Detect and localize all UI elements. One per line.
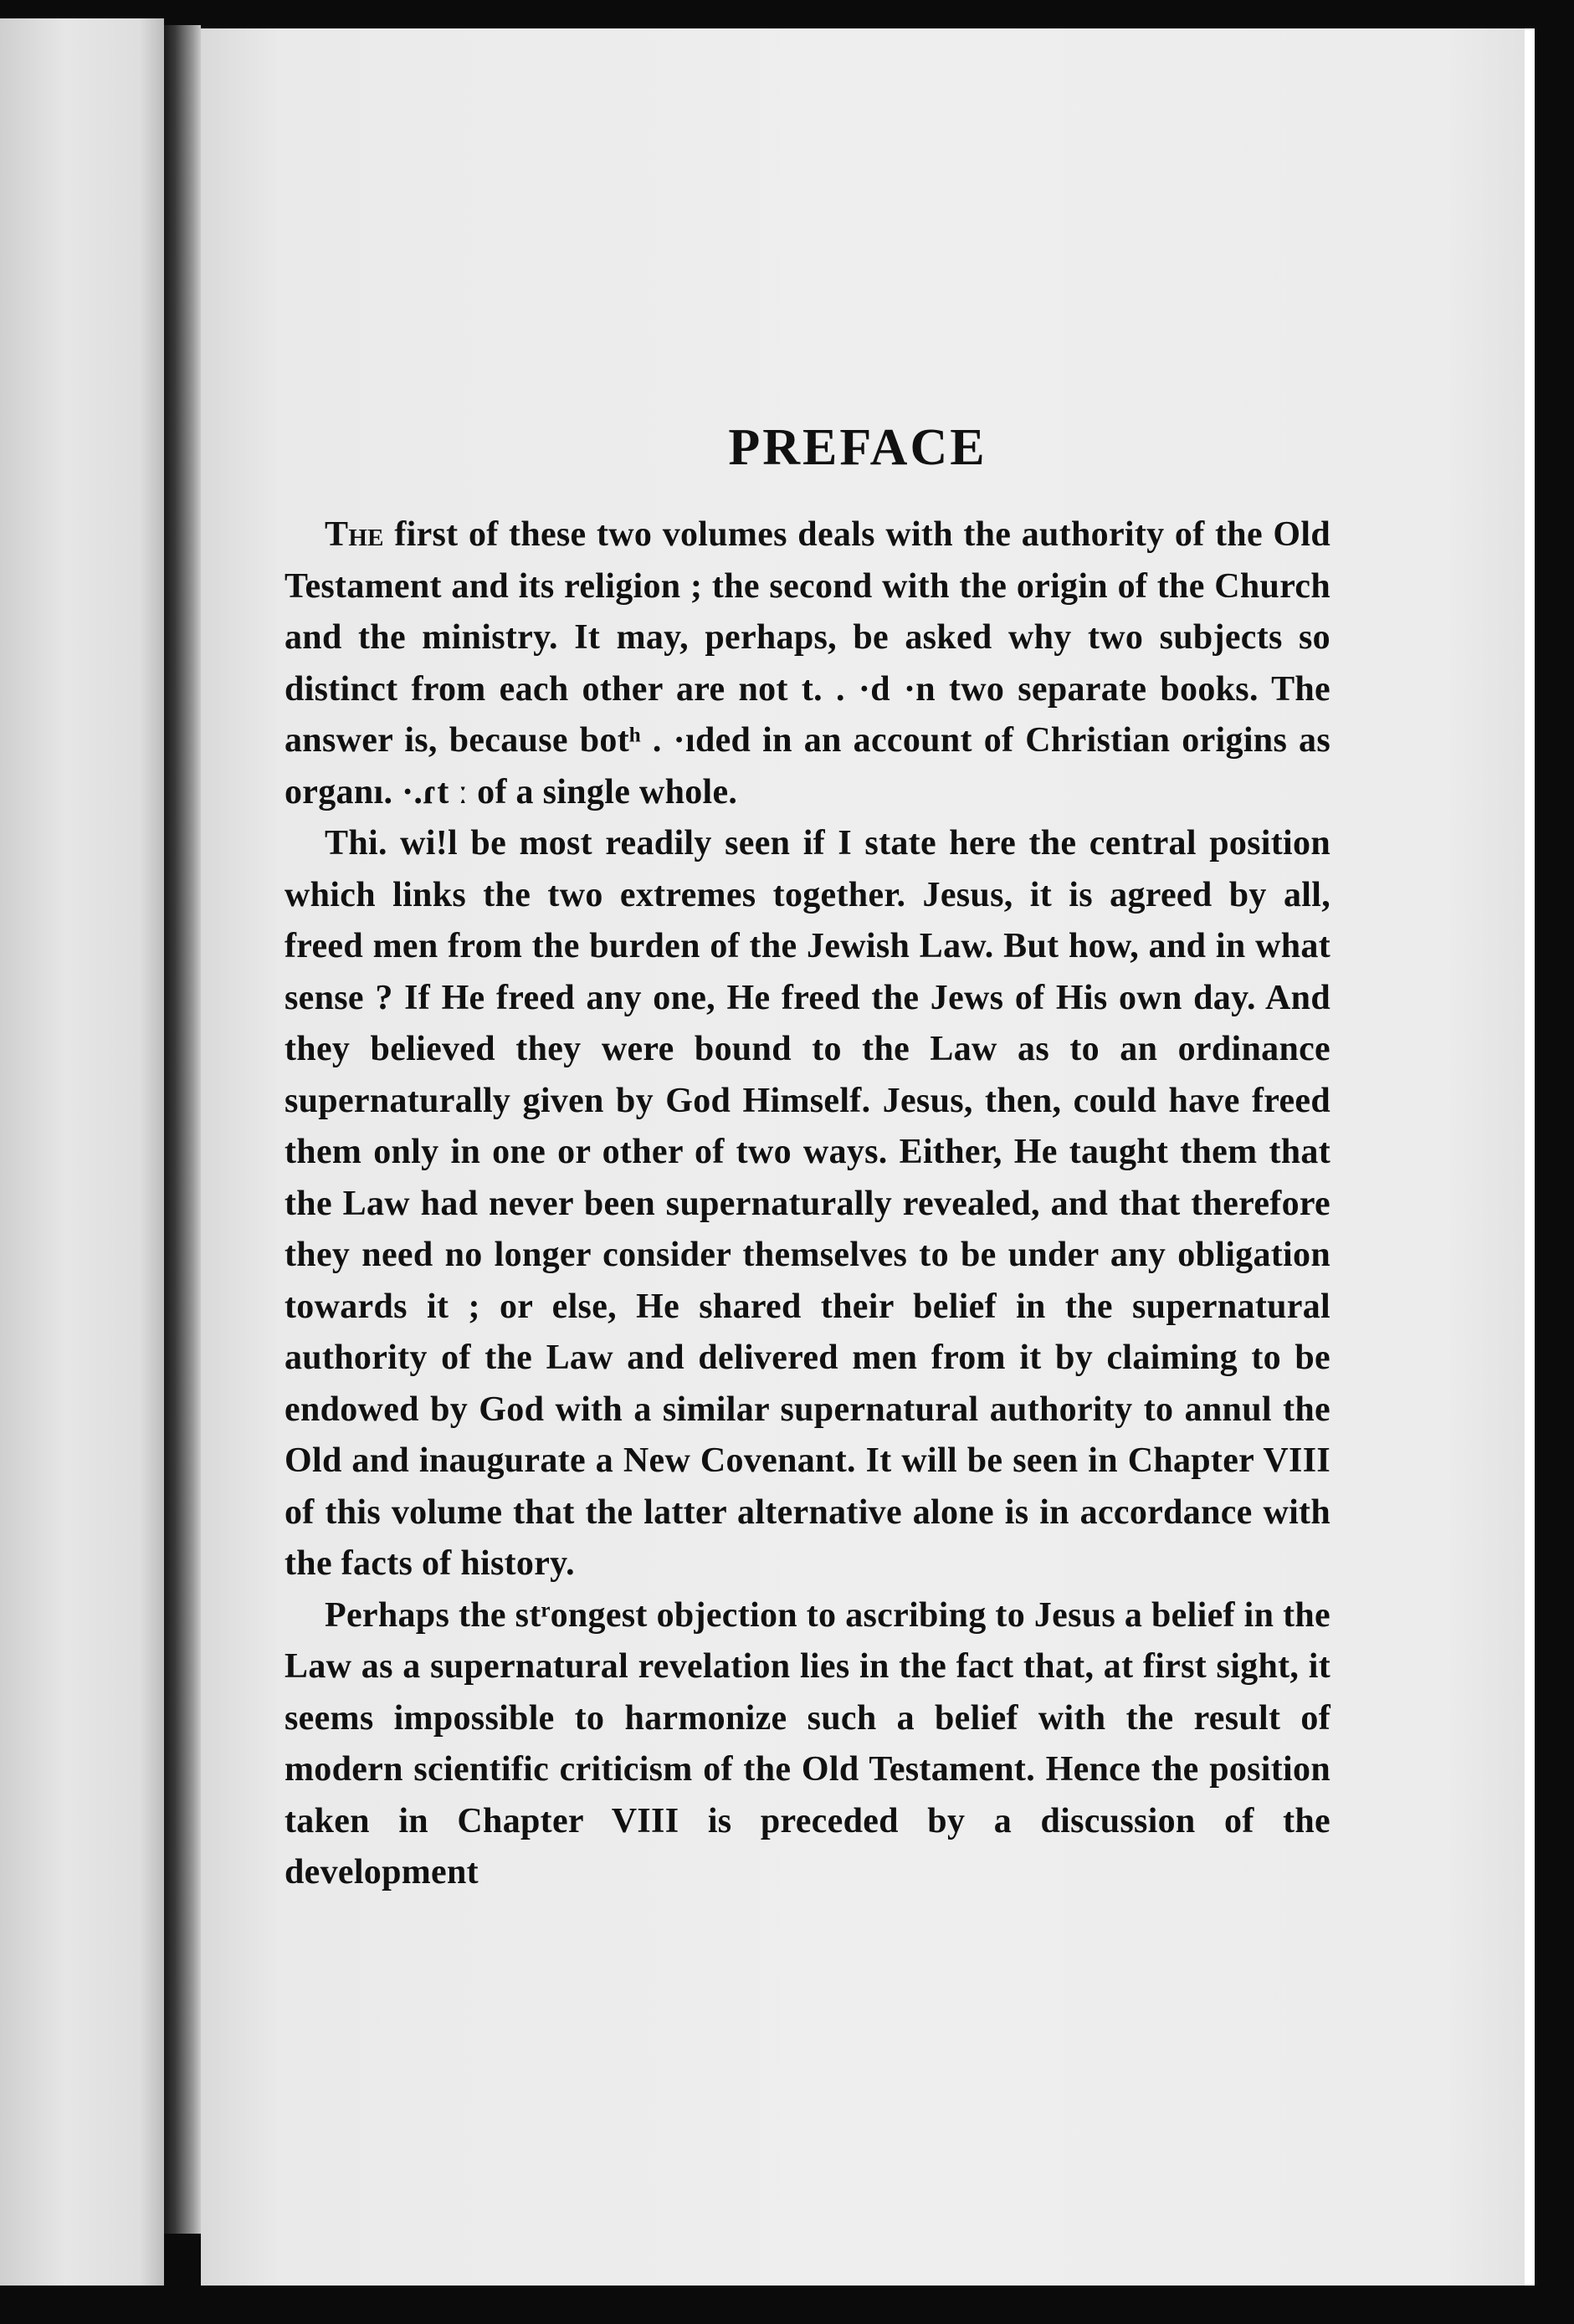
page-edge (1525, 28, 1535, 2286)
paragraph-2 (285, 818, 1330, 1590)
page-title: PREFACE (728, 419, 987, 476)
paragraph-lead-word: The (325, 515, 384, 554)
paragraph-1 (285, 509, 1330, 818)
paragraph-text: Thi. wi!l be most readily seen if I state here the central position which links the two extremes together. Jesus, it is agreed by all, freed men from the burden of the Jewish Law. But how, and in what sense ? If He freed any one, He freed the Jews of His own day. And they believed they were bound to the Law as to an ordinance supernaturally given by God Himself. Jesus, then, could have freed them only in one or other of two ways. Either, He taught them that the Law had never been supernaturally revealed, and that therefore they need no longer consider themselves to be under any obligation towards it ; or else, He shared their belief in the supernatural authority of the Law and delivered men from it by claiming to be endowed by God with a similar supernatural authority to annul the Old and inaugurate a New Covenant. It will be seen in Chapter VIII of this volume that the latter alternative alone is in accordance with the facts of history. (285, 824, 1330, 1583)
paragraph-text: Perhaps the stʳongest objection to ascribing to Jesus a belief in the Law as a supernatural revelation lies in the fact that, at first sight, it seems impossible to harmonize such a belief with the result of modern scientific criticism of the Old Testament. Hence the position taken in Chapter VIII is preceded by a discussion of the development (285, 1595, 1330, 1891)
previous-page-margin (0, 18, 164, 2286)
paragraph-3 (285, 1590, 1330, 1899)
paragraph-text: first of these two volumes deals with the authority of the Old Testament and its religion ; the second with the origin of the Church and the ministry. It may, perhaps, be asked why two subjects so distinct from each other are not t. . ·d ·n two separate books. The answer is, because botʰ . ·ıded in an account of Christian origins as organı. ·.ɾt ː of a single whole. (285, 515, 1330, 811)
page-content (285, 418, 1330, 1899)
book-spine (164, 25, 201, 2234)
